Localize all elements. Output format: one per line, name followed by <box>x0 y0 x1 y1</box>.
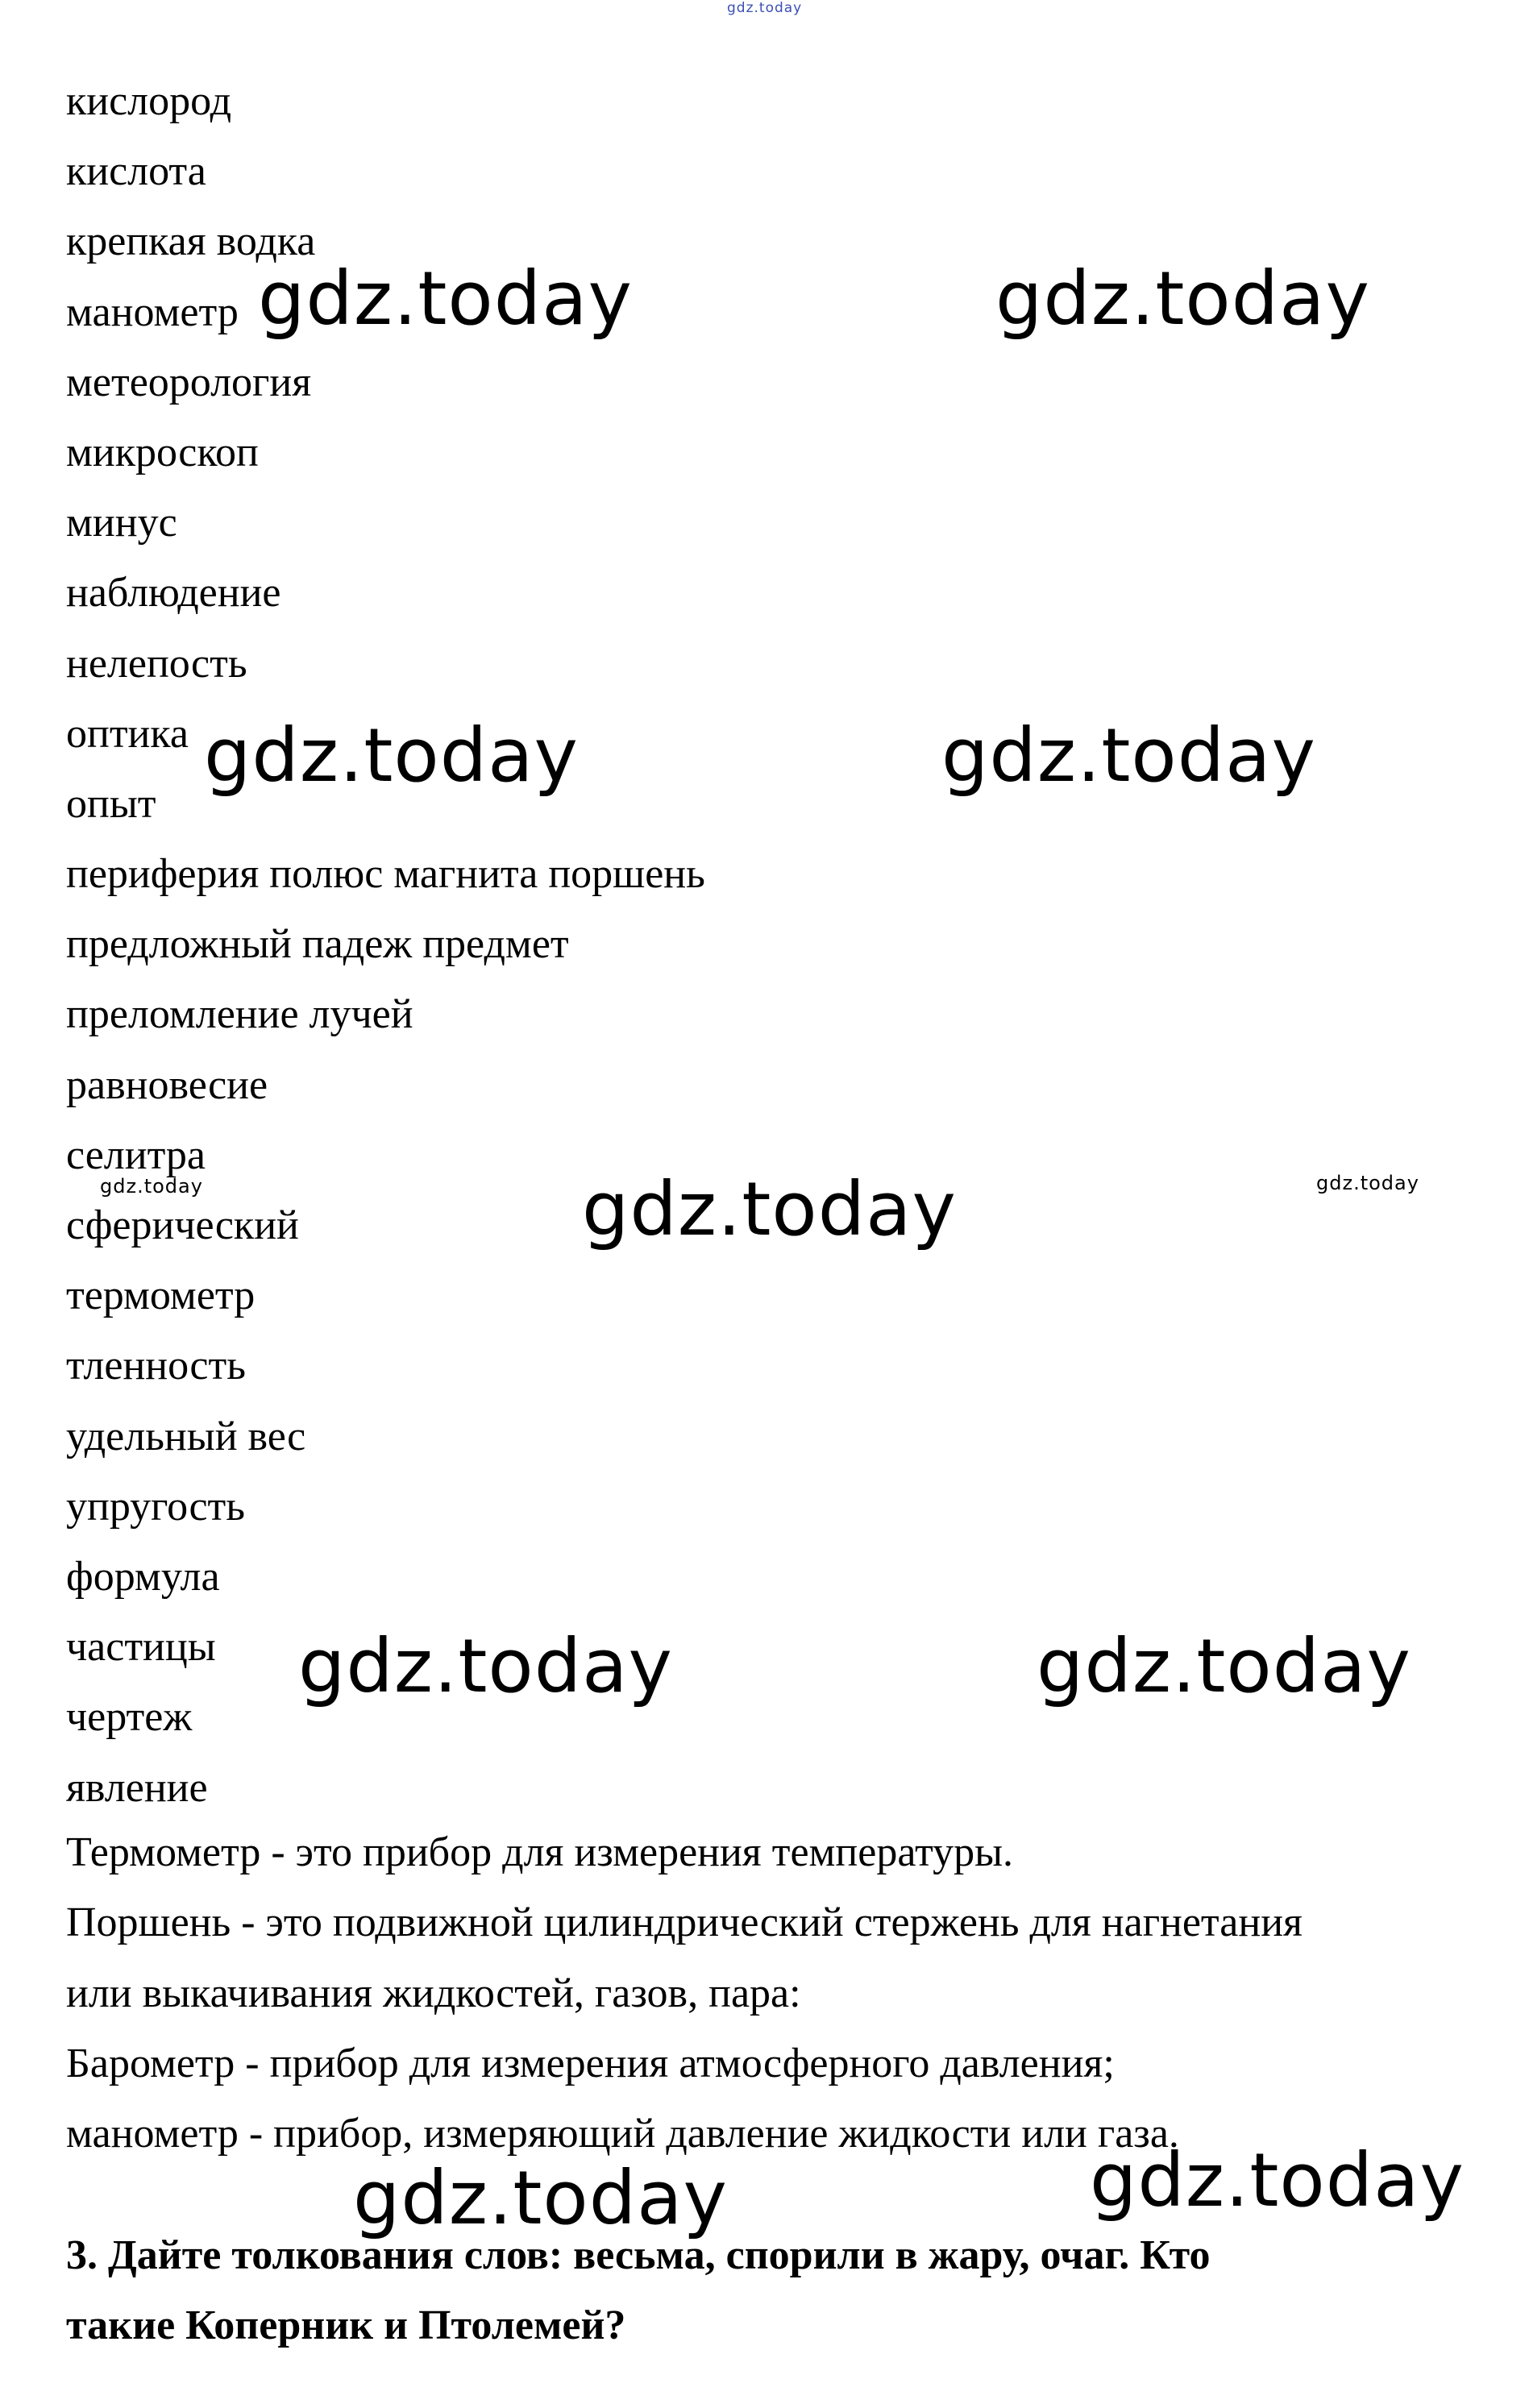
list-item: микроскоп <box>66 429 259 475</box>
list-item: оптика <box>66 710 189 757</box>
list-item: крепкая водка <box>66 218 316 265</box>
list-item: кислота <box>66 148 206 195</box>
list-item: термометр <box>66 1273 256 1319</box>
task-line: 3. Дайте толкования слов: весьма, спорили в жару, очаг. Кто <box>66 2232 1211 2278</box>
watermark: gdz.today <box>353 2155 728 2241</box>
watermark: gdz.today <box>1090 2137 1465 2223</box>
list-item: сферический <box>66 1202 299 1248</box>
list-item: упругость <box>66 1483 245 1530</box>
list-item: кислород <box>66 78 232 124</box>
watermark: gdz.today <box>1037 1623 1411 1709</box>
list-item: преломление лучей <box>66 991 413 1038</box>
list-item: метеорология <box>66 359 312 405</box>
watermark: gdz.today <box>204 712 579 799</box>
list-item: формула <box>66 1553 220 1600</box>
list-item: тленность <box>66 1343 246 1389</box>
definition-line: Термометр - это прибор для измерения температуры. <box>66 1829 1014 1875</box>
watermark-small: gdz.today <box>1316 1172 1419 1194</box>
list-item: удельный вес <box>66 1413 306 1459</box>
list-item: манометр <box>66 289 239 335</box>
list-item: частицы <box>66 1624 216 1671</box>
list-item: предложный падеж предмет <box>66 921 569 968</box>
watermark: gdz.today <box>258 255 633 342</box>
watermark-top: gdz.today <box>727 0 803 16</box>
list-item: чертеж <box>66 1694 193 1741</box>
watermark-small: gdz.today <box>100 1175 203 1198</box>
watermark: gdz.today <box>298 1623 673 1709</box>
watermark: gdz.today <box>941 712 1316 799</box>
list-item: наблюдение <box>66 570 281 617</box>
list-item: равновесие <box>66 1061 268 1108</box>
watermark: gdz.today <box>582 1166 957 1252</box>
list-item: минус <box>66 500 177 546</box>
definition-line: Поршень - это подвижной цилиндрический стержень для нагнетания <box>66 1899 1303 1946</box>
list-item: явление <box>66 1764 208 1811</box>
list-item: селитра <box>66 1131 206 1178</box>
list-item: опыт <box>66 780 156 827</box>
watermark: gdz.today <box>995 255 1370 342</box>
definitions-block <box>66 1817 1501 2169</box>
task-heading <box>66 2220 1501 2360</box>
definition-line: Барометр - прибор для измерения атмосферного давления; <box>66 2040 1115 2086</box>
list-item: нелепость <box>66 640 247 687</box>
list-item: периферия полюс магнита поршень <box>66 851 705 898</box>
definition-line: манометр - прибор, измеряющий давление жидкости или газа. <box>66 2111 1179 2157</box>
definition-line: или выкачивания жидкостей, газов, пара: <box>66 1970 801 2016</box>
task-line: такие Коперник и Птолемей? <box>66 2302 626 2348</box>
